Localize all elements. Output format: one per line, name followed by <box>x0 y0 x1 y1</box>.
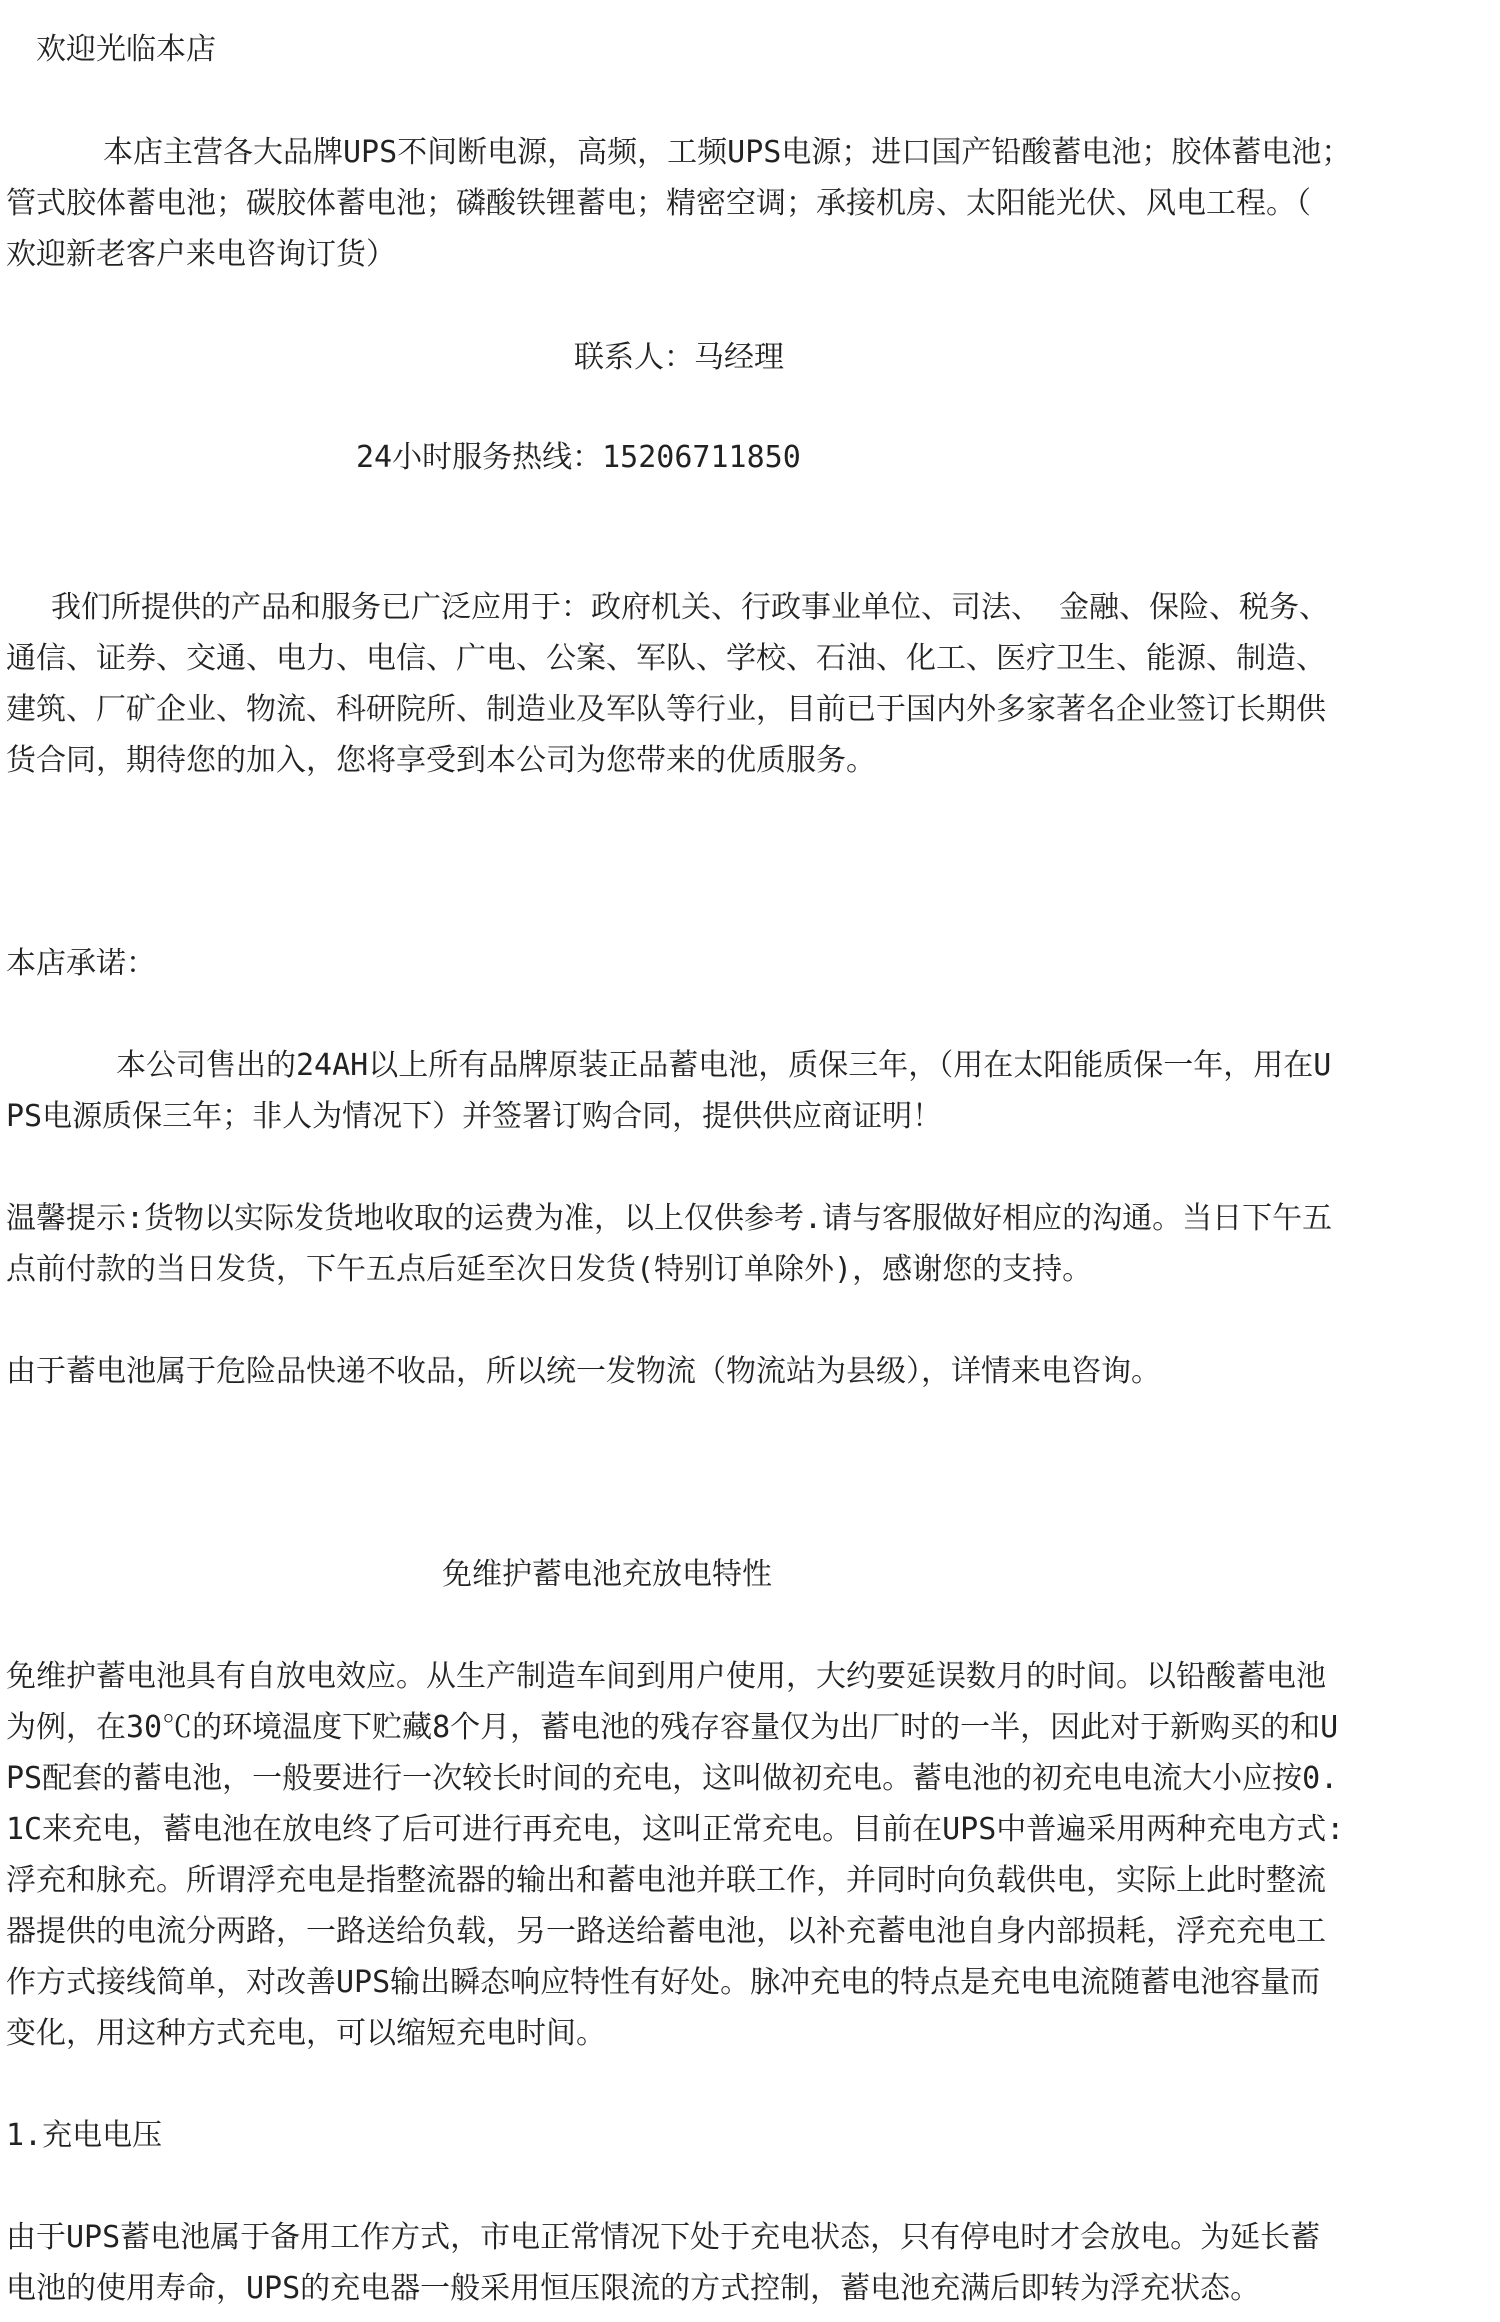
body-line-5: 浮充和脉充。所谓浮充电是指整流器的输出和蓄电池并联工作，并同时向负载供电，实际上此时整流 <box>6 1863 1326 1898</box>
body-line-4: 1C来充电，蓄电池在放电终了后可进行再充电，这叫正常充电。目前在UPS中普遍采用两种充电方式: <box>6 1812 1345 1847</box>
welcome-text: 欢迎光临本店 <box>36 32 216 67</box>
subheading-charging-voltage: 1.充电电压 <box>6 2118 163 2153</box>
promise-line-2: PS电源质保三年；非人为情况下）并签署订购合同，提供供应商证明！ <box>6 1099 943 1134</box>
body-line-8: 变化，用这种方式充电，可以缩短充电时间。 <box>6 2016 606 2051</box>
logistics-note: 由于蓄电池属于危险品快递不收品，所以统一发物流（物流站为县级），详情来电咨询。 <box>6 1354 1161 1389</box>
section-title: 免维护蓄电池充放电特性 <box>442 1557 772 1592</box>
intro-line-1: 本店主营各大品牌UPS不间断电源，高频，工频UPS电源；进口国产铅酸蓄电池；胶体蓄电池； <box>103 135 1352 170</box>
body-line-2: 为例，在30℃的环境温度下贮藏8个月，蓄电池的残存容量仅为出厂时的一半，因此对于新购买的和U <box>6 1710 1339 1745</box>
clients-line-4: 货合同，期待您的加入，您将享受到本公司为您带来的优质服务。 <box>6 743 876 778</box>
voltage-line-1: 由于UPS蓄电池属于备用工作方式，市电正常情况下处于充电状态，只有停电时才会放电。为延长蓄 <box>6 2220 1321 2255</box>
clients-line-3: 建筑、厂矿企业、物流、科研院所、制造业及军队等行业，目前已于国内外多家著名企业签订长期供 <box>6 692 1326 727</box>
promise-heading: 本店承诺： <box>6 946 156 981</box>
body-line-6: 器提供的电流分两路，一路送给负载，另一路送给蓄电池，以补充蓄电池自身内部损耗，浮充充电工 <box>6 1914 1326 1949</box>
body-line-7: 作方式接线简单，对改善UPS输出瞬态响应特性有好处。脉冲充电的特点是充电电流随蓄电池容量而 <box>6 1965 1321 2000</box>
tips-line-1: 温馨提示:货物以实际发货地收取的运费为准，以上仅供参考.请与客服做好相应的沟通。当日下午五 <box>6 1201 1333 1236</box>
intro-line-3: 欢迎新老客户来电咨询订货） <box>6 237 396 272</box>
intro-line-2: 管式胶体蓄电池；碳胶体蓄电池；磷酸铁锂蓄电；精密空调；承接机房、太阳能光伏、风电工程。（ <box>6 186 1311 221</box>
service-hotline: 24小时服务热线：15206711850 <box>356 440 801 475</box>
contact-person: 联系人：马经理 <box>574 340 784 375</box>
body-line-3: PS配套的蓄电池，一般要进行一次较长时间的充电，这叫做初充电。蓄电池的初充电电流大小应按0. <box>6 1761 1339 1796</box>
body-line-1: 免维护蓄电池具有自放电效应。从生产制造车间到用户使用，大约要延误数月的时间。以铅酸蓄电池 <box>6 1659 1326 1694</box>
clients-line-1: 我们所提供的产品和服务已广泛应用于：政府机关、行政事业单位、司法、 金融、保险、税务、 <box>51 590 1330 625</box>
tips-line-2: 点前付款的当日发货，下午五点后延至次日发货(特别订单除外)，感谢您的支持。 <box>6 1252 1093 1287</box>
clients-line-2: 通信、证券、交通、电力、电信、广电、公案、军队、学校、石油、化工、医疗卫生、能源、制造、 <box>6 641 1326 676</box>
voltage-line-2: 电池的使用寿命，UPS的充电器一般采用恒压限流的方式控制，蓄电池充满后即转为浮充状态。 <box>6 2271 1261 2306</box>
promise-line-1: 本公司售出的24AH以上所有品牌原装正品蓄电池，质保三年，（用在太阳能质保一年，用在U <box>116 1048 1332 1083</box>
